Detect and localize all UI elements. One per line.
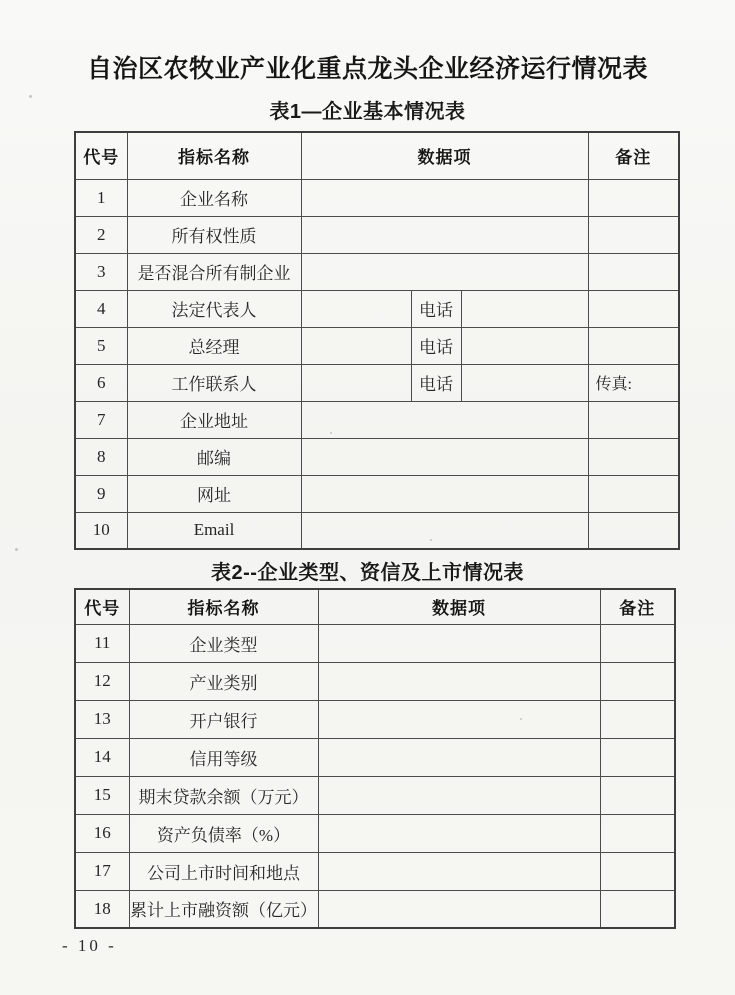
row-indicator: 公司上市时间和地点 (129, 852, 318, 890)
scan-speck (430, 539, 432, 541)
data-cell (301, 216, 588, 253)
table-row (75, 179, 679, 216)
row-indicator: 所有权性质 (127, 216, 301, 253)
row-indicator: 法定代表人 (127, 290, 301, 327)
table2-title: 表2--企业类型、资信及上市情况表 (211, 562, 524, 584)
phone-label: 电话 (411, 327, 461, 364)
table-row (75, 216, 679, 253)
table1-basic-info (74, 131, 680, 550)
row-code: 6 (75, 364, 127, 401)
row-code: 4 (75, 290, 127, 327)
remark-cell (588, 512, 679, 549)
row-indicator: 网址 (127, 475, 301, 512)
row-code: 3 (75, 253, 127, 290)
data-cell (301, 512, 588, 549)
row-indicator: 总经理 (127, 327, 301, 364)
table-row (75, 890, 675, 928)
row-indicator: 企业地址 (127, 401, 301, 438)
row-code: 2 (75, 216, 127, 253)
row-code: 7 (75, 401, 127, 438)
remark-cell (588, 475, 679, 512)
row-indicator: 企业类型 (129, 624, 318, 662)
remark-cell (588, 327, 679, 364)
row-indicator: 是否混合所有制企业 (127, 253, 301, 290)
data-cell (301, 438, 588, 475)
data-cell (318, 814, 600, 852)
column-header-code: 代号 (75, 132, 127, 179)
table-row (75, 624, 675, 662)
table-row (75, 401, 679, 438)
column-header-data: 数据项 (301, 132, 588, 179)
row-code: 18 (75, 890, 129, 928)
remark-cell (588, 179, 679, 216)
row-indicator: 开户银行 (129, 700, 318, 738)
remark-cell (588, 253, 679, 290)
table-row (75, 776, 675, 814)
row-indicator: 邮编 (127, 438, 301, 475)
row-indicator: 工作联系人 (127, 364, 301, 401)
table2-type-credit-listing (74, 588, 676, 929)
data-cell (301, 401, 588, 438)
data-cell (301, 327, 411, 364)
remark-cell (600, 852, 675, 890)
table-row (75, 290, 679, 327)
data-cell (318, 738, 600, 776)
table1-title: 表1—企业基本情况表 (269, 101, 466, 123)
data-cell (301, 253, 588, 290)
row-code: 15 (75, 776, 129, 814)
phone-data-cell (461, 290, 588, 327)
scan-speck (520, 718, 522, 720)
row-code: 13 (75, 700, 129, 738)
remark-cell (600, 776, 675, 814)
table-row (75, 814, 675, 852)
table-row (75, 364, 679, 401)
row-code: 8 (75, 438, 127, 475)
row-indicator: Email (127, 512, 301, 549)
data-cell (318, 662, 600, 700)
page-number: - 10 - (62, 936, 117, 955)
remark-cell (600, 700, 675, 738)
row-indicator: 期末贷款余额（万元） (129, 776, 318, 814)
remark-cell (588, 438, 679, 475)
row-code: 16 (75, 814, 129, 852)
data-cell (301, 179, 588, 216)
remark-cell (600, 814, 675, 852)
row-indicator: 资产负债率（%） (129, 814, 318, 852)
remark-cell: 传真: (588, 364, 679, 401)
data-cell (301, 290, 411, 327)
table-row (75, 253, 679, 290)
remark-cell (600, 738, 675, 776)
remark-cell (588, 216, 679, 253)
row-code: 14 (75, 738, 129, 776)
page-title: 自治区农牧业产业化重点龙头企业经济运行情况表 (86, 55, 648, 83)
table-row (75, 738, 675, 776)
row-indicator: 产业类别 (129, 662, 318, 700)
data-cell (318, 852, 600, 890)
remark-cell (588, 290, 679, 327)
row-indicator: 累计上市融资额（亿元） (129, 890, 318, 928)
header-row (75, 589, 675, 624)
data-cell (318, 890, 600, 928)
table-row (75, 662, 675, 700)
phone-label: 电话 (411, 290, 461, 327)
table-row (75, 438, 679, 475)
column-header-indicator: 指标名称 (129, 589, 318, 624)
scan-speck (15, 548, 18, 551)
row-code: 11 (75, 624, 129, 662)
table-row (75, 475, 679, 512)
table-row (75, 512, 679, 549)
scan-speck (330, 432, 332, 434)
row-code: 5 (75, 327, 127, 364)
row-indicator: 企业名称 (127, 179, 301, 216)
phone-label: 电话 (411, 364, 461, 401)
column-header-remark: 备注 (600, 589, 675, 624)
column-header-indicator: 指标名称 (127, 132, 301, 179)
row-code: 12 (75, 662, 129, 700)
remark-cell (600, 890, 675, 928)
data-cell (318, 700, 600, 738)
table-row (75, 327, 679, 364)
table-row (75, 700, 675, 738)
phone-data-cell (461, 327, 588, 364)
table-row (75, 852, 675, 890)
row-code: 1 (75, 179, 127, 216)
data-cell (301, 364, 411, 401)
row-code: 10 (75, 512, 127, 549)
row-indicator: 信用等级 (129, 738, 318, 776)
data-cell (301, 475, 588, 512)
header-row (75, 132, 679, 179)
row-code: 9 (75, 475, 127, 512)
column-header-code: 代号 (75, 589, 129, 624)
phone-data-cell (461, 364, 588, 401)
column-header-data: 数据项 (318, 589, 600, 624)
scan-speck (29, 95, 32, 98)
column-header-remark: 备注 (588, 132, 679, 179)
remark-cell (600, 624, 675, 662)
data-cell (318, 776, 600, 814)
data-cell (318, 624, 600, 662)
row-code: 17 (75, 852, 129, 890)
remark-cell (588, 401, 679, 438)
remark-cell (600, 662, 675, 700)
